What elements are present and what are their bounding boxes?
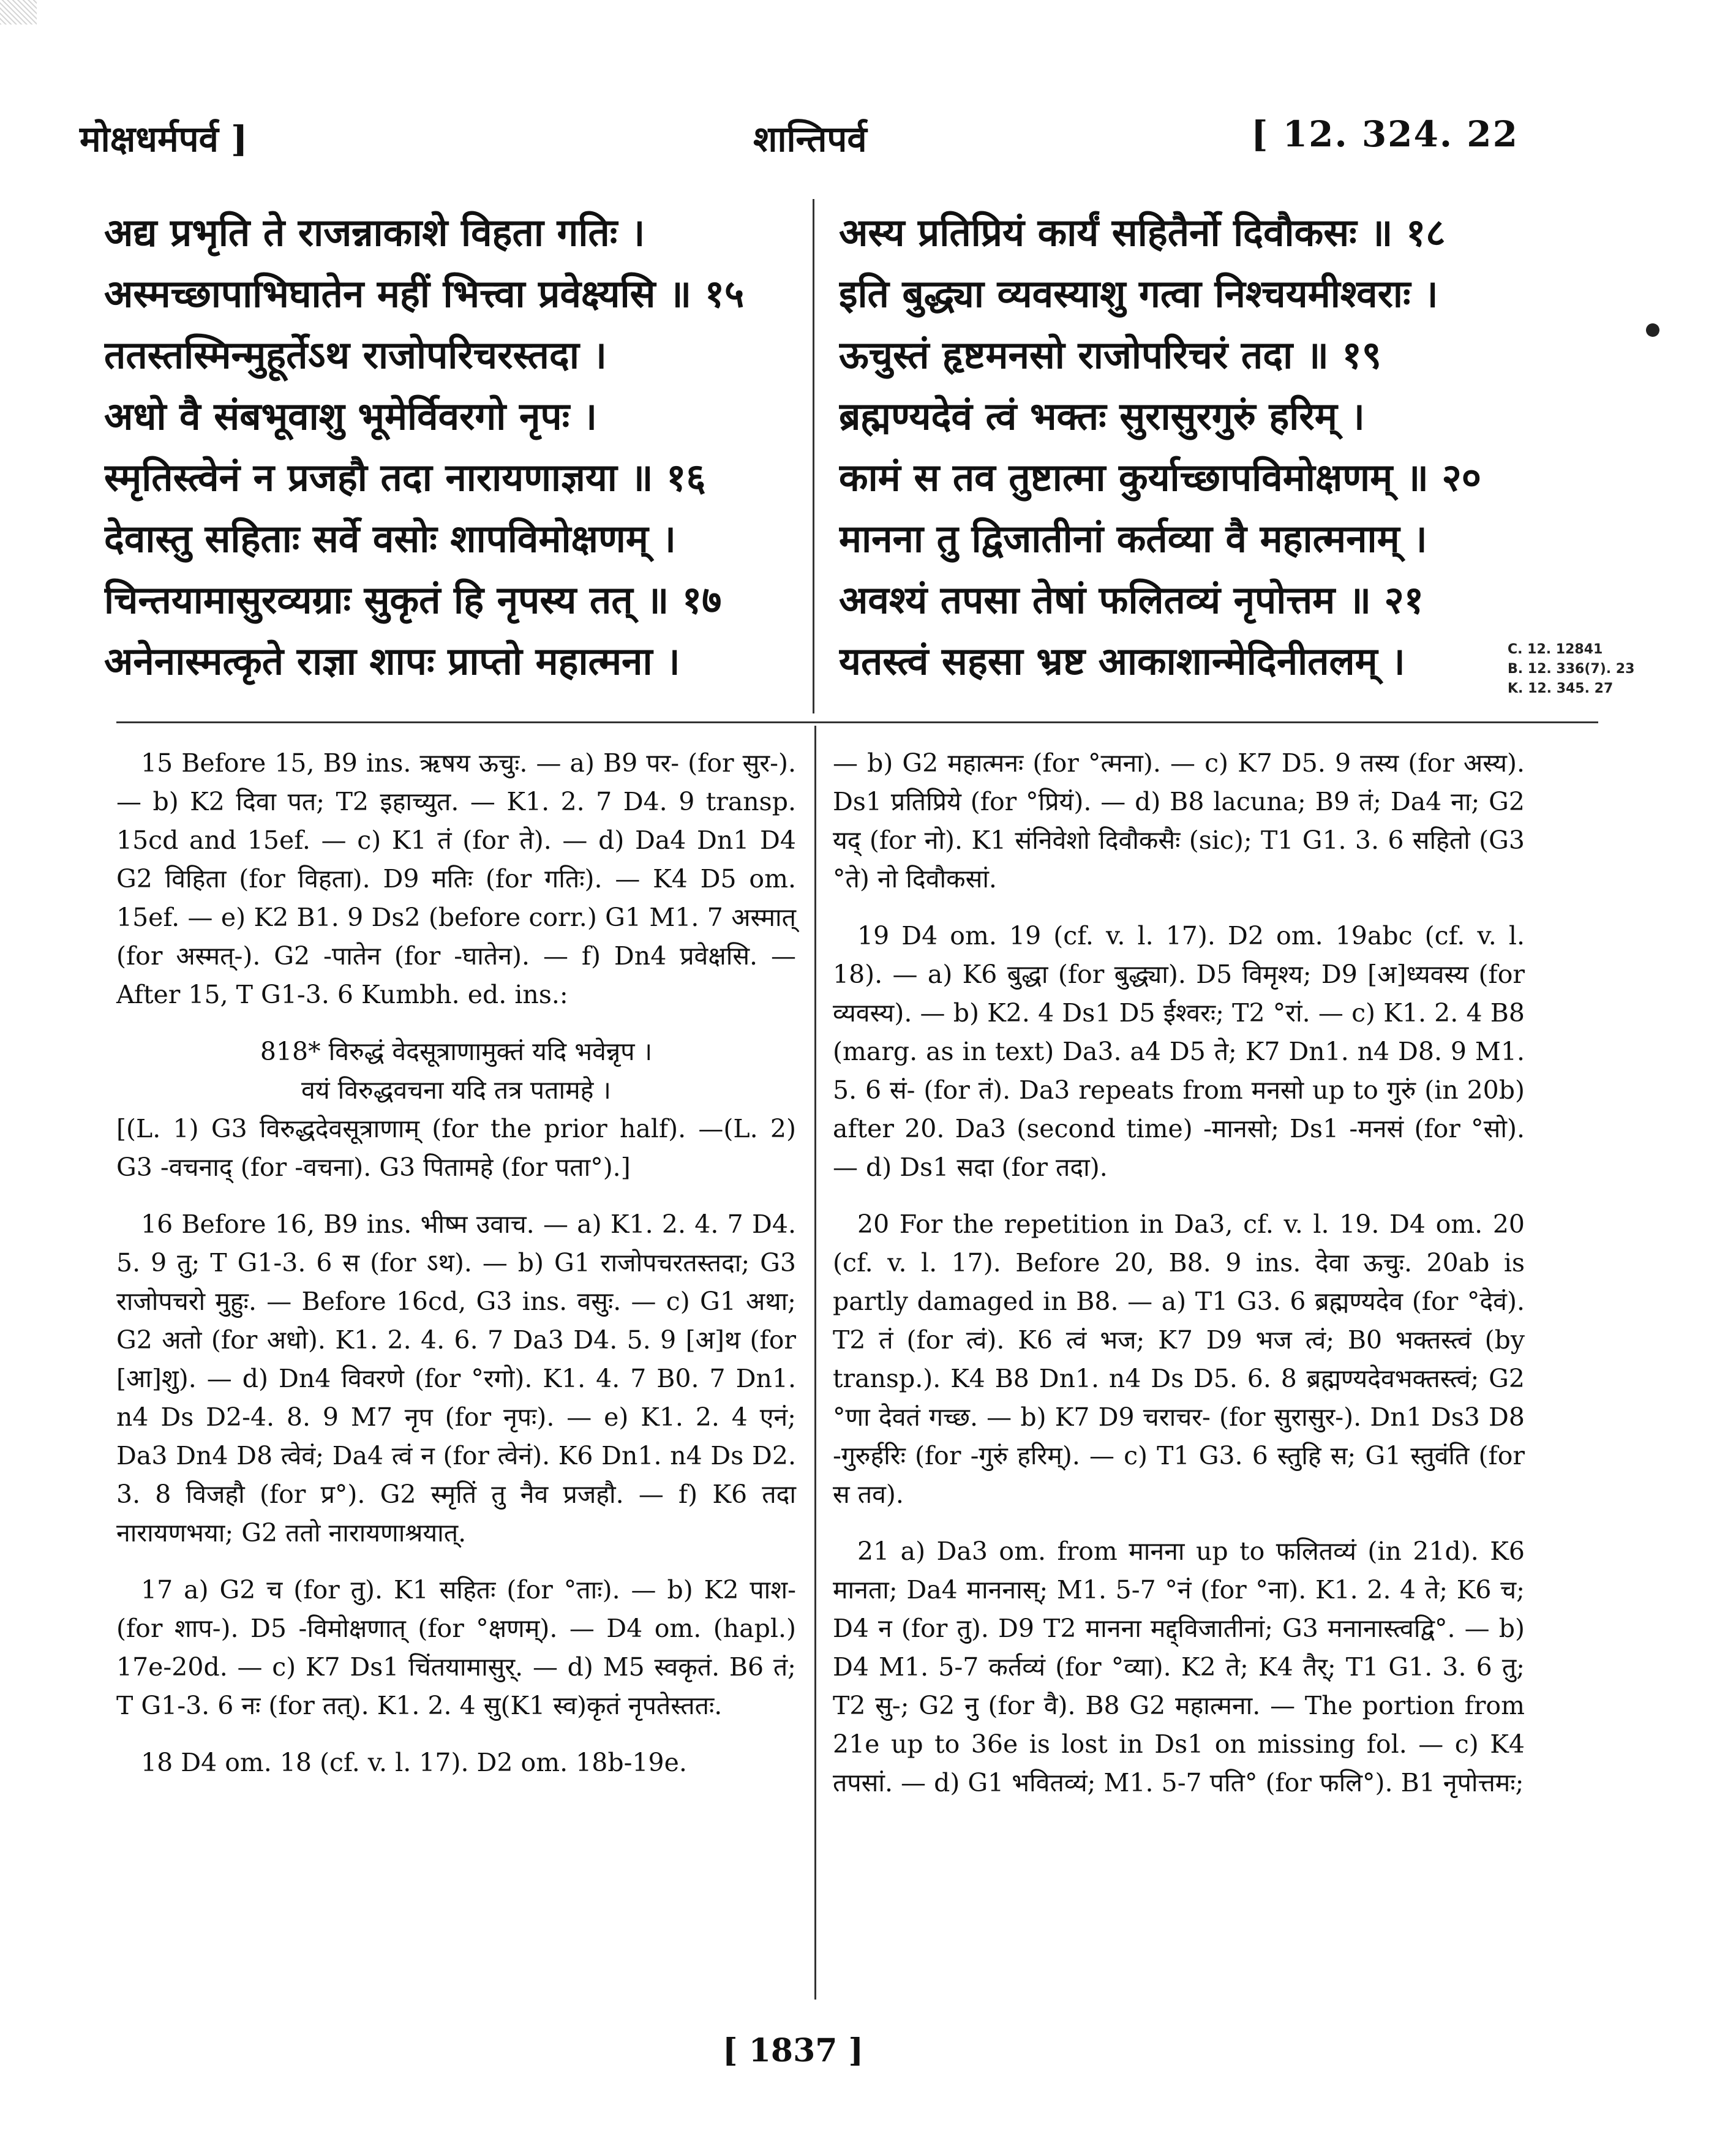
note-18: 18 D4 om. 18 (cf. v. l. 17). D2 om. 18b-19e.	[141, 1748, 687, 1777]
verse-reference: [ 12. 324. 22	[1251, 113, 1519, 155]
verse-column-right	[839, 202, 1574, 692]
verse-line: अस्मच्छापाभिघातेन महीं भित्त्वा प्रवेक्ष्यसि ॥ १५	[104, 271, 745, 316]
verse-line: ऊचुस्तं हृष्टमनसो राजोपरिचरं तदा ॥ १९	[839, 333, 1381, 377]
verse-column-left	[104, 202, 796, 692]
verse-line: अनेनास्मत्कृते राज्ञा शापः प्राप्तो महात्मना ।	[104, 639, 680, 683]
page-number: [ 1837 ]	[723, 2032, 864, 2069]
section-title: मोक्षधर्मपर्व ]	[80, 118, 248, 160]
margin-ref-calcutta: C. 12. 12841	[1508, 642, 1603, 657]
note-21: 21 a) Da3 om. from मानना up to फलितव्यं (in 21d). K6 मानता; Da4 माननास्; M1. 5-7 °नं (for °ना). K1. 2. 4 ते; K6 च; D4 न (for तु). D9 T2 मानना मद्द्विजातीनां; G3 मनानास्त्वद्वि°. — b) D4 M1. 5-7 कर्तव्यं (for °व्या). K2 ते; K4 तैर्; T1 G1. 3. 6 तु; T2 सु-; G2 नु (for वै). B8 G2 महात्मना. — The portion from 21e up to 36e is lost in Ds1 on missing fol. — c) K4 तपसां. — d) G1 भवितव्यं; M1. 5-7 पति° (for फलि°). B1 नृपोत्तमः;	[833, 1537, 1525, 1797]
note-19: 19 D4 om. 19 (cf. v. l. 17). D2 om. 19abc (cf. v. l. 18). — a) K6 बुद्धा (for बुद्ध्या). D5 विमृश्य; D9 [अ]ध्यवस्य (for व्यवस्य). — b) K2. 4 Ds1 D5 ईश्वरः; T2 °रां. — c) K1. 2. 4 B8 (marg. as in text) Da3. a4 D5 ते; K7 Dn1. n4 D8. 9 M1. 5. 6 सं- (for तं). Da3 repeats from मनसो up to गुरुं (in 20b) after 20. Da3 (second time) -मानसो; Ds1 -मनसं (for °सो). — d) Ds1 सदा (for तदा).	[833, 921, 1525, 1182]
verse-line: अद्य प्रभृति ते राजन्नाकाशे विहता गतिः ।	[104, 210, 645, 255]
note-20: 20 For the repetition in Da3, cf. v. l. 19. D4 om. 20 (cf. v. l. 17). Before 20, B8. 9 ins. देवा ऊचुः. 20ab is partly damaged in B8. — a) T1 G3. 6 ब्रह्मण्यदेव (for °देवं). T2 तं (for त्वं). K6 त्वं भज; K7 D9 भज त्वं; B0 भक्तस्त्वं (by transp.). K4 B8 Dn1. n4 Ds D5. 6. 8 ब्रह्मण्यदेवभक्तस्त्वं; G2 °णा देवतं गच्छ. — b) K7 D9 चराचर- (for सुरासुर-). Dn1 Ds3 D8 -गुरुर्हरिः (for -गुरुं हरिम्). — c) T1 G3. 6 स्तुहि स; G1 स्तुवंति (for स तव).	[833, 1210, 1525, 1509]
verse-line: मानना तु द्विजातीनां कर्तव्या वै महात्मनाम् ।	[839, 516, 1427, 561]
note-818-variants: [(L. 1) G3 विरुद्धदेवसूत्राणाम् (for the prior half). —(L. 2) G3 -वचनाद् (for -वचना). G3 पितामहे (for पता°).]	[116, 1114, 796, 1182]
apparatus-column-left	[116, 744, 796, 1800]
passage-818-line-2: वयं विरुद्धवचना यदि तत्र पतामहे ।	[301, 1075, 611, 1105]
verse-line: ब्रह्मण्यदेवं त्वं भक्तः सुरासुरगुरुं हरिम् ।	[839, 394, 1365, 438]
verse-line: इति बुद्ध्या व्यवस्याशु गत्वा निश्चयमीश्वराः ।	[839, 271, 1438, 316]
note-15: 15 Before 15, B9 ins. ऋषय ऊचुः. — a) B9 पर- (for सुर-). — b) K2 दिवा पत; T2 इहाच्युत. — K1. 2. 7 D4. 9 transp. 15cd and 15ef. — c) K1 तं (for ते). — d) Da4 Dn1 D4 G2 विहिता (for विहता). D9 मतिः (for गतिः). — K4 D5 om. 15ef. — e) K2 B1. 9 Ds2 (before corr.) G1 M1. 7 अस्मात् (for अस्मत्-). G2 -पातेन (for -घातेन). — f) Dn4 प्रवेक्षसि. — After 15, T G1-3. 6 Kumbh. ed. ins.:	[116, 748, 796, 1009]
verse-line: अधो वै संबभूवाशु भूमेर्विवरगो नृपः ।	[104, 394, 598, 438]
margin-references	[1508, 640, 1634, 699]
note-18-continued: — b) G2 महात्मनः (for °त्मना). — c) K7 D5. 9 तस्य (for अस्य). Ds1 प्रतिप्रिये (for °प्रियं). — d) B8 lacuna; B9 तं; Da4 ना; G2 यद् (for नो). K1 संनिवेशो दिवौकसैः (sic); T1 G1. 3. 6 सहितो (G3 °ते) नो दिवौकसां.	[833, 748, 1525, 894]
verse-line: अवश्यं तपसा तेषां फलितव्यं नृपोत्तम ॥ २१	[839, 578, 1424, 622]
verse-column-divider	[813, 199, 814, 713]
ink-mark	[1644, 321, 1662, 339]
verse-line: स्मृतिस्त्वेनं न प्रजहौ तदा नारायणाज्ञया ॥ १६	[104, 455, 706, 500]
passage-818-line-1: 818* विरुद्धं वेदसूत्राणामुक्तं यदि भवेन्नृप ।	[260, 1037, 653, 1066]
apparatus-rule	[116, 721, 1598, 723]
margin-ref-kumbhakonam: K. 12. 345. 27	[1508, 681, 1614, 696]
verse-line: कामं स तव तुष्टात्मा कुर्याच्छापविमोक्षणम् ॥ २०	[839, 455, 1481, 500]
apparatus-column-right	[833, 744, 1525, 1821]
verse-line: चिन्तयामासुरव्यग्राः सुकृतं हि नृपस्य तत् ॥ १७	[104, 578, 722, 622]
verse-block	[104, 202, 1574, 710]
verse-line: अस्य प्रतिप्रियं कार्यं सहितैर्नो दिवौकसः ॥ १८	[839, 210, 1446, 255]
margin-ref-bombay: B. 12. 336(7). 23	[1508, 661, 1635, 677]
apparatus-column-divider	[814, 726, 816, 2000]
verse-line: देवास्तु सहिताः सर्वे वसोः शापविमोक्षणम् ।	[104, 516, 676, 561]
verse-line: यतस्त्वं सहसा भ्रष्ट आकाशान्मेदिनीतलम् ।	[839, 639, 1405, 683]
verse-line: ततस्तस्मिन्मुहूर्तेऽथ राजोपरिचरस्तदा ।	[104, 333, 607, 377]
note-17: 17 a) G2 च (for तु). K1 सहितः (for °ताः). — b) K2 पाश- (for शाप-). D5 -विमोक्षणात् (for °क्षणम्). — D4 om. (hapl.) 17e-20d. — c) K7 Ds1 चिंतयामासुर्. — d) M5 स्वकृतं. B6 तं; T G1-3. 6 नः (for तत्). K1. 2. 4 सु(K1 स्व)कृतं नृपतेस्ततः.	[116, 1575, 796, 1720]
book-title: शान्तिपर्व	[753, 118, 867, 160]
scan-artifact	[0, 0, 37, 24]
page-header	[80, 113, 1519, 168]
note-16: 16 Before 16, B9 ins. भीष्म उवाच. — a) K1. 2. 4. 7 D4. 5. 9 तु; T G1-3. 6 स (for ऽथ). — b) G1 राजोपचरतस्तदा; G3 राजोपचरो मुहुः. — Before 16cd, G3 ins. वसुः. — c) G1 अथा; G2 अतो (for अधो). K1. 2. 4. 6. 7 Da3 D4. 5. 9 [अ]थ (for [आ]शु). — d) Dn4 विवरणे (for °रगो). K1. 4. 7 B0. 7 Dn1. n4 Ds D2-4. 8. 9 M7 नृप (for नृपः). — e) K1. 2. 4 एनं; Da3 Dn4 D8 त्वेवं; Da4 त्वं न (for त्वेनं). K6 Dn1. n4 Ds D2. 3. 8 विजहौ (for प्र°). G2 स्मृतिं तु नैव प्रजहौ. — f) K6 तदा नारायणभया; G2 ततो नारायणाश्रयात्.	[116, 1210, 796, 1548]
